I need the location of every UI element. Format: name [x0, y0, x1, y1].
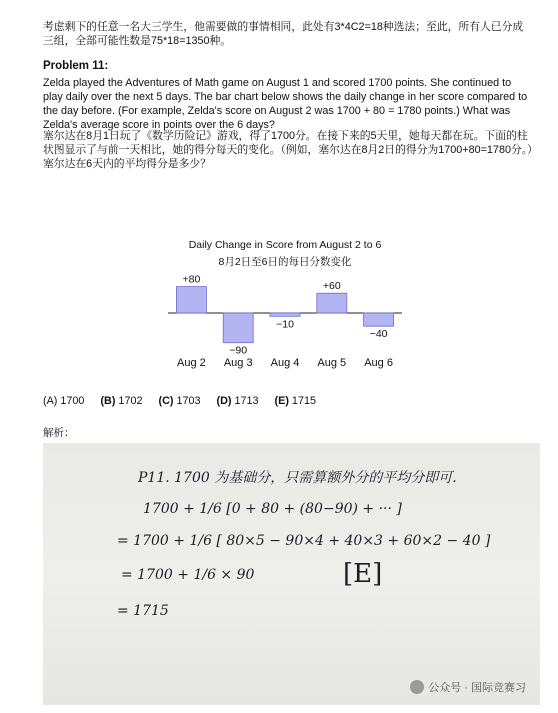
- answer-choice-value: 1713: [231, 395, 259, 407]
- answer-choice: [100, 395, 142, 407]
- handwritten-solution-photo: [43, 443, 540, 705]
- intro-paragraph: 考虑剩下的任意一名大三学生，他需要做的事情相同，此处有3*4C2=18种选法；至此，所有人已分成三组，全部可能性数是75*18=1350种。: [43, 21, 524, 47]
- category-label: Aug 2: [177, 357, 206, 369]
- chart-subtitle: 8月2日至6日的每日分数变化: [218, 256, 352, 268]
- watermark: [410, 679, 526, 695]
- problem-english-text: Zelda played the Adventures of Math game on August 1 and scored 1700 points. She continued to play daily over the next 5 days. The bar chart below shows the daily change in her score compared to the day before. (For example, Zelda's score on August 2 was 1700 + 80 = 1780 points.) What was Zelda's average score in points over the 6 days?: [43, 77, 528, 131]
- data-label: +60: [322, 280, 341, 293]
- category-label: Aug 4: [270, 357, 300, 369]
- answer-choice-letter: (A): [43, 395, 58, 407]
- data-label: −10: [276, 318, 294, 331]
- chart-title: Daily Change in Score from August 2 to 6: [188, 239, 382, 251]
- bar-chart: [150, 236, 430, 376]
- category-label: Aug 3: [223, 357, 253, 369]
- answer-choice-letter: (C): [158, 395, 174, 407]
- bar-aug-3: [223, 313, 253, 343]
- analysis-label: 解析：: [43, 427, 75, 439]
- answer-choices: [43, 395, 316, 407]
- data-label: −90: [229, 344, 248, 357]
- data-label: −40: [369, 328, 388, 341]
- bar-aug-5: [317, 293, 347, 313]
- answer-choice: [217, 395, 259, 407]
- answer-choice-letter: (D): [216, 395, 232, 407]
- problem-title: Problem 11:: [43, 60, 109, 72]
- answer-choice-value: 1702: [115, 395, 143, 407]
- handwriting-line-4: = 1700 + 1/6 × 90: [121, 567, 255, 583]
- answer-choice: [158, 395, 200, 407]
- bar-aug-4: [270, 313, 300, 316]
- answer-choice-letter: (B): [100, 395, 116, 407]
- answer-choice-value: 1700: [57, 395, 85, 407]
- handwriting-line-5: = 1715: [117, 603, 169, 619]
- answer-choice-value: 1715: [288, 395, 316, 407]
- chart-plot-area: [150, 236, 430, 376]
- answer-choice-letter: (E): [274, 395, 289, 407]
- category-label: Aug 6: [364, 357, 393, 369]
- handwriting-line-1: P11. 1700 为基础分，只需算额外分的平均分即可.: [138, 470, 457, 486]
- problem-chinese-text: 塞尔达在8月1日玩了《数学历险记》游戏，得了1700分。在接下来的5天里，她每天都在玩。下面的柱状图显示了与前一天相比，她的得分每天的变化。（例如，塞尔达在8月2日的得分为1700+80=1780分。）塞尔达在6天内的平均得分是多少？: [43, 130, 533, 170]
- answer-choice: [43, 395, 84, 407]
- handwriting-answer: [E]: [343, 559, 383, 589]
- answer-choice-value: 1703: [173, 395, 201, 407]
- answer-choice: [275, 395, 316, 407]
- watermark-text: 公众号 · 国际竞赛习: [428, 682, 526, 694]
- handwriting-line-2: 1700 + 1/6 [0 + 80 + (80−90) + ··· ]: [143, 501, 402, 517]
- handwriting-line-3: = 1700 + 1/6 [ 80×5 − 90×4 + 40×3 + 60×2 − 40 ]: [117, 533, 491, 549]
- data-label: +80: [182, 273, 201, 286]
- category-label: Aug 5: [317, 357, 347, 369]
- wechat-icon: [410, 680, 424, 694]
- bar-aug-6: [364, 313, 394, 326]
- bar-aug-2: [176, 287, 206, 313]
